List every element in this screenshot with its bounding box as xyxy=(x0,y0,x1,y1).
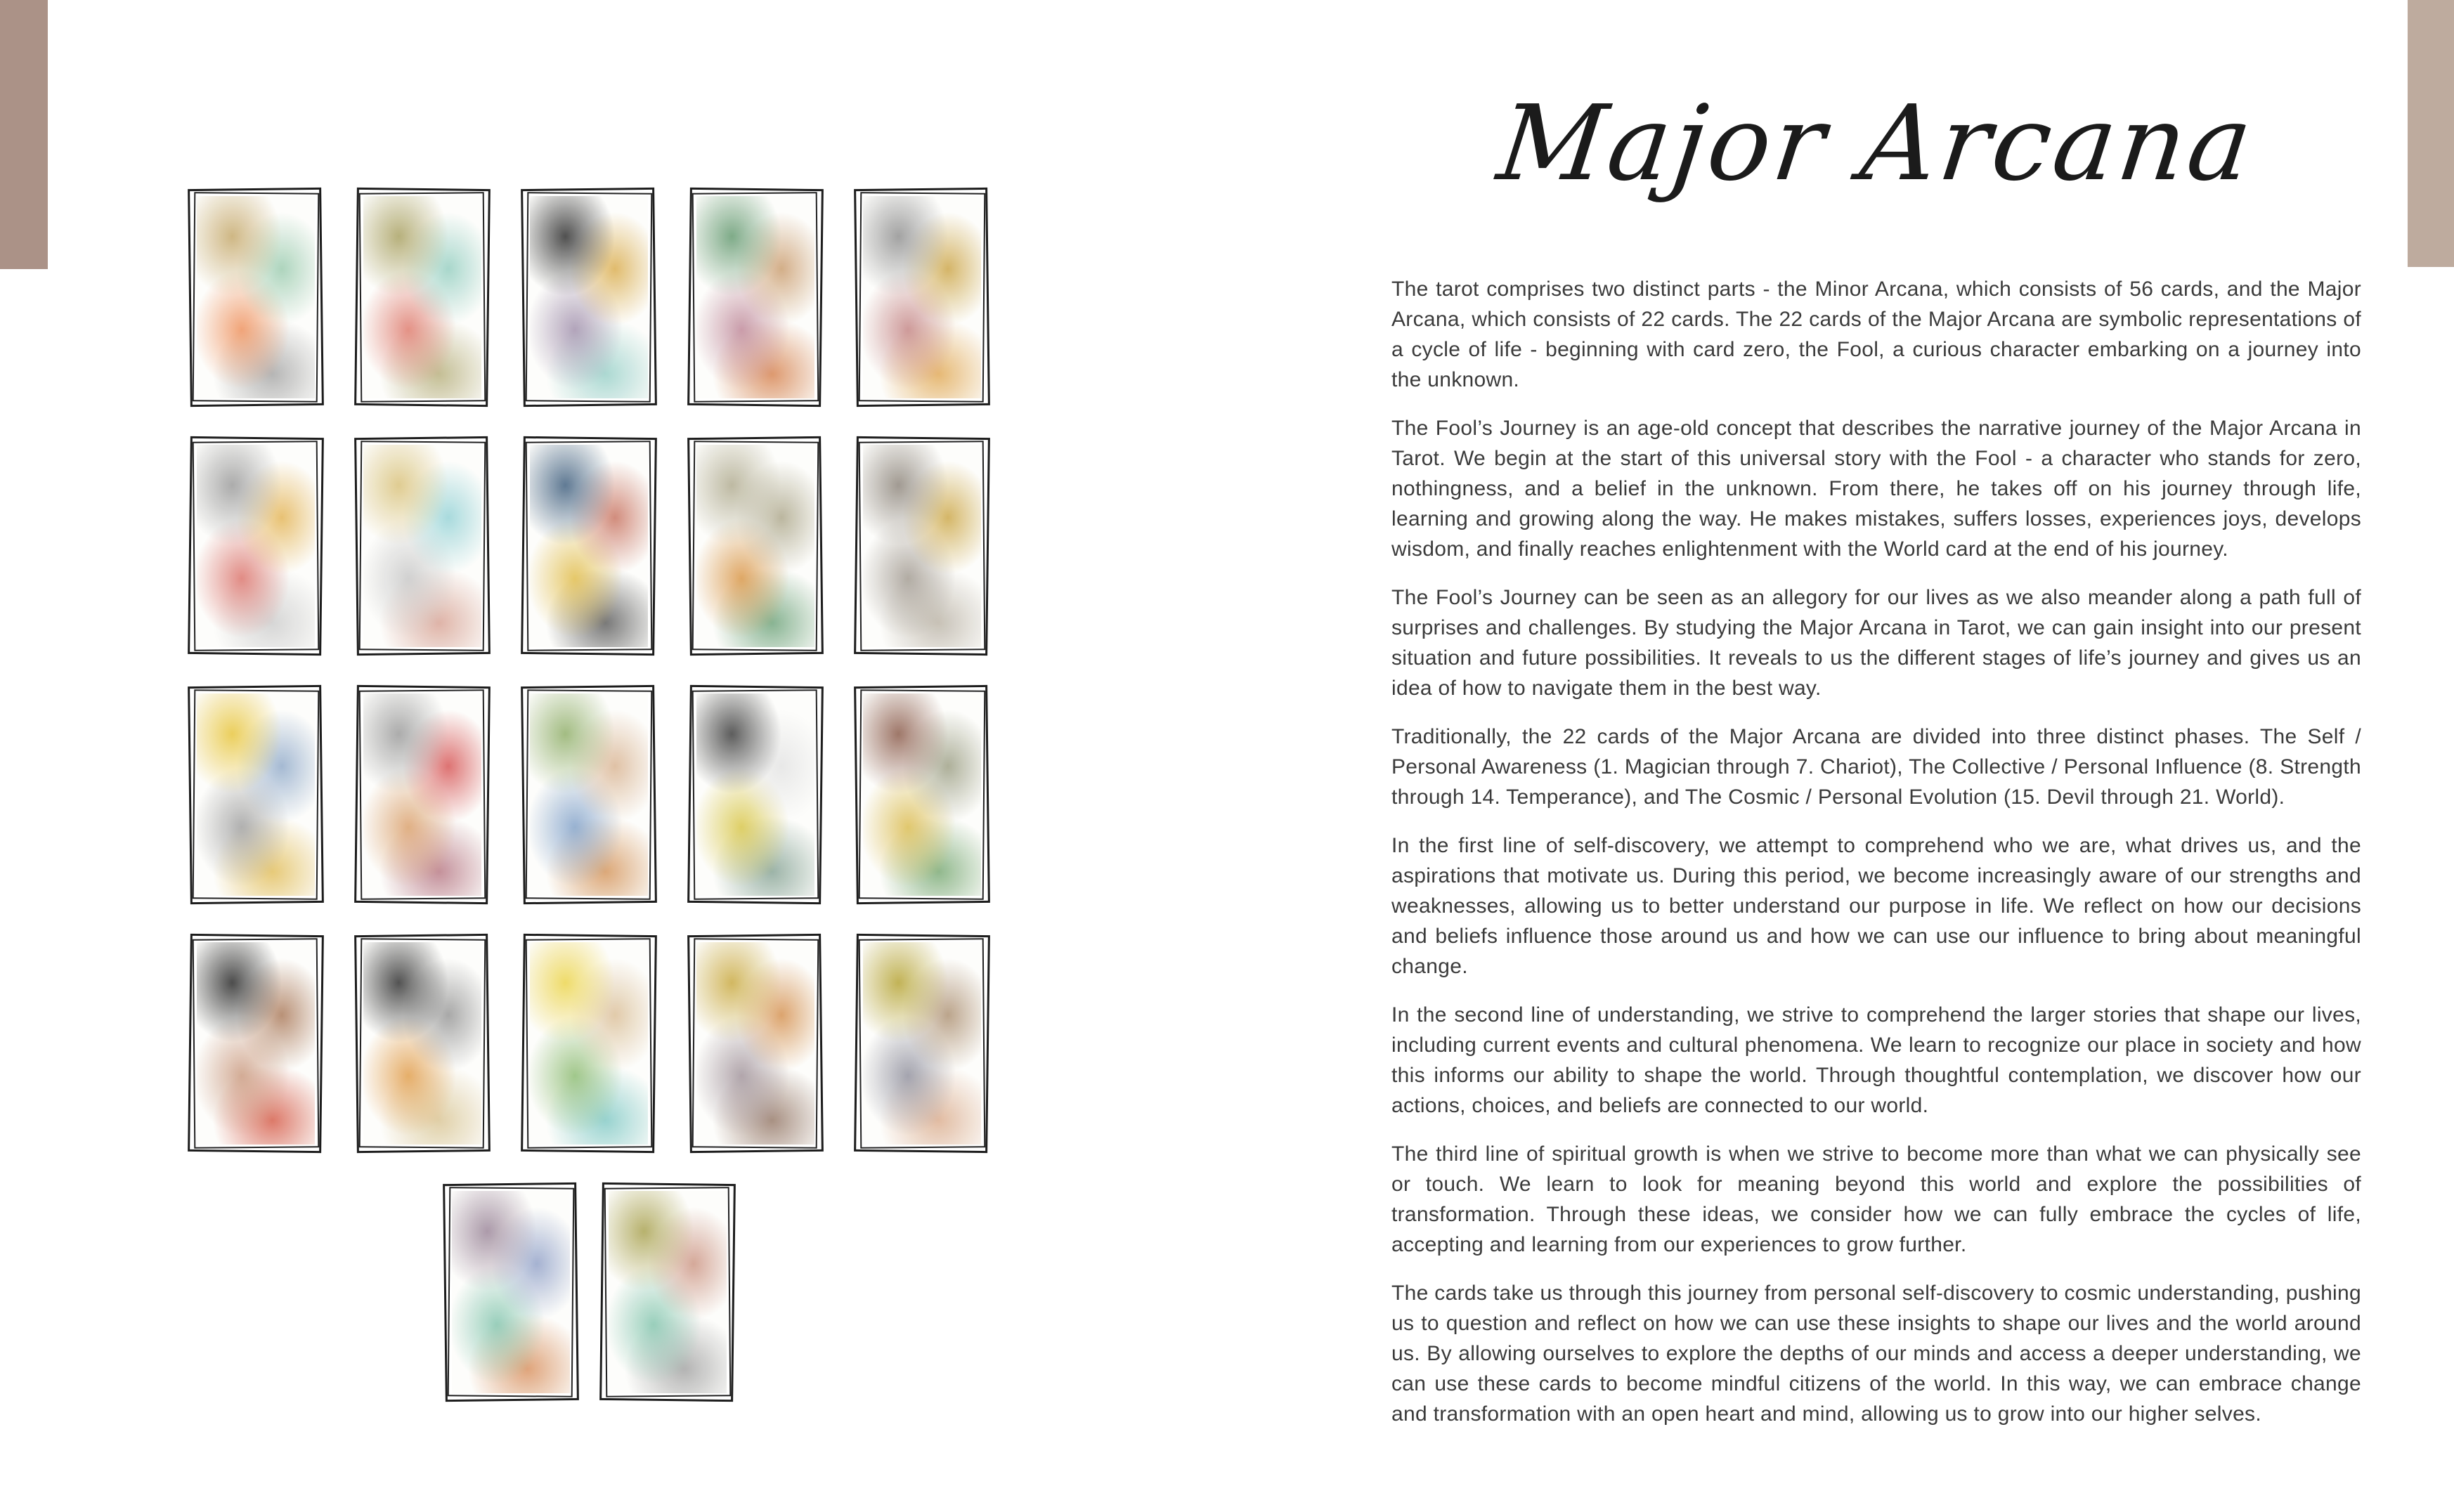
card-the-chariot xyxy=(522,437,656,655)
corner-block-left xyxy=(0,0,48,269)
card-the-magician xyxy=(356,188,489,406)
wheel-of-fortune-illustration xyxy=(197,693,315,896)
the-chariot-illustration xyxy=(530,445,648,647)
cards-grid xyxy=(189,188,989,1432)
card-death xyxy=(689,686,822,904)
card-the-tower xyxy=(356,934,489,1152)
card-the-hermit xyxy=(855,437,989,655)
the-emperor-illustration xyxy=(863,196,981,398)
the-world-illustration xyxy=(609,1191,727,1393)
paragraph-allegory: The Fool’s Journey can be seen as an allegory for our lives as we also meander along a path full of surprises and challenges. By studying the Major Arcana in Tarot, we can gain insight into our present situation and future possibilities. It reveals to us the different stages of life’s journey and gives us an idea of how to navigate them in the best way. xyxy=(1391,586,2361,700)
body-text xyxy=(1391,274,2361,1447)
paragraph-third-line: The third line of spiritual growth is when we strive to become more than what we can physically see or touch. We learn to look for meaning beyond this world and explore the possibilities of transformation. Through these ideas, we consider how we can fully embrace the cycles of life, accepting and learning from our experiences to grow further. xyxy=(1391,1142,2361,1256)
the-star-illustration xyxy=(530,942,648,1145)
card-the-devil xyxy=(189,934,323,1152)
card-strength xyxy=(689,437,822,655)
card-justice xyxy=(356,686,489,904)
corner-block-right xyxy=(2408,0,2454,267)
paragraph-fools-journey: The Fool’s Journey is an age-old concept that describes the narrative journey of the Major Arcana in Tarot. We begin at the start of this universal story with the Fool - a character who stands for zero, nothingness, and a belief in the unknown. From there, he takes off on his journey through life, learning and growing along the way. He makes mistakes, suffers losses, experiences joys, develops wisdom, and finally reaches enlightenment with the World card at the end of his journey. xyxy=(1391,417,2361,561)
the-sun-illustration xyxy=(863,942,981,1145)
card-the-moon xyxy=(689,934,822,1152)
card-the-lovers xyxy=(356,437,489,655)
card-the-fool xyxy=(189,188,323,406)
card-the-hanged-man xyxy=(522,686,656,904)
paragraph-second-line: In the second line of understanding, we strive to comprehend the larger stories that shape our lives, including current events and cultural phenomena. We learn to recognize our place in society and how this informs our ability to shape the world. Through thoughtful contemplation, we discover how our actions, choices, and beliefs are connected to our world. xyxy=(1391,1003,2361,1117)
card-row-3 xyxy=(189,686,989,904)
card-the-world xyxy=(601,1183,734,1401)
page-title: Major Arcana xyxy=(1492,83,2261,204)
paragraph-first-line: In the first line of self-discovery, we attempt to comprehend who we are, what drives us, and the aspirations that motivate us. During this period, we become increasingly aware of our strengths and weaknesses, allowing us to better understand our purpose in life. We reflect on how our decisions and beliefs influence those around us and how we can use our influence to bring about meaningful change. xyxy=(1391,834,2361,978)
card-judgement xyxy=(444,1183,578,1401)
paragraph-conclusion: The cards take us through this journey from personal self-discovery to cosmic understanding, pushing us to question and reflect on how we can use these insights to shape our lives and the world around us. By allowing ourselves to explore the depths of our minds and access a deeper understanding, we can use these cards to become mindful citizens of the world. In this way, we can embrace change and transformation with an open heart and mind, allowing us to grow into our higher selves. xyxy=(1391,1282,2361,1426)
the-magician-illustration xyxy=(363,196,481,398)
card-the-emperor xyxy=(855,188,989,406)
strength-illustration xyxy=(696,445,814,647)
the-devil-illustration xyxy=(197,942,315,1145)
death-illustration xyxy=(696,693,814,896)
card-temperance xyxy=(855,686,989,904)
temperance-illustration xyxy=(863,693,981,896)
card-row-5 xyxy=(189,1183,989,1401)
the-moon-illustration xyxy=(696,942,814,1145)
card-the-hierophant xyxy=(189,437,323,655)
paragraph-three-phases: Traditionally, the 22 cards of the Major Arcana are divided into three distinct phases. The Self / Personal Awareness (1. Magician through 7. Chariot), The Collective / Personal Influence (8. Strength through 14. Temperance), and The Cosmic / Personal Evolution (15. Devil through 21. World). xyxy=(1391,725,2361,809)
the-hierophant-illustration xyxy=(197,445,315,647)
the-empress-illustration xyxy=(696,196,814,398)
card-the-star xyxy=(522,934,656,1152)
the-fool-illustration xyxy=(197,196,315,398)
card-wheel-of-fortune xyxy=(189,686,323,904)
paragraph-intro: The tarot comprises two distinct parts - the Minor Arcana, which consists of 56 cards, and the Major Arcana, which consists of 22 cards. The 22 cards of the Major Arcana are symbolic representations of a cycle of life - beginning with card zero, the Fool, a curious character embarking on a journey into the unknown. xyxy=(1391,278,2361,391)
card-row-1 xyxy=(189,188,989,406)
the-hanged-man-illustration xyxy=(530,693,648,896)
the-tower-illustration xyxy=(363,942,481,1145)
card-the-empress xyxy=(689,188,822,406)
card-row-4 xyxy=(189,934,989,1152)
justice-illustration xyxy=(363,693,481,896)
the-high-priestess-illustration xyxy=(530,196,648,398)
card-row-2 xyxy=(189,437,989,655)
the-hermit-illustration xyxy=(863,445,981,647)
card-the-high-priestess xyxy=(522,188,656,406)
the-lovers-illustration xyxy=(363,445,481,647)
card-the-sun xyxy=(855,934,989,1152)
judgement-illustration xyxy=(452,1191,570,1393)
